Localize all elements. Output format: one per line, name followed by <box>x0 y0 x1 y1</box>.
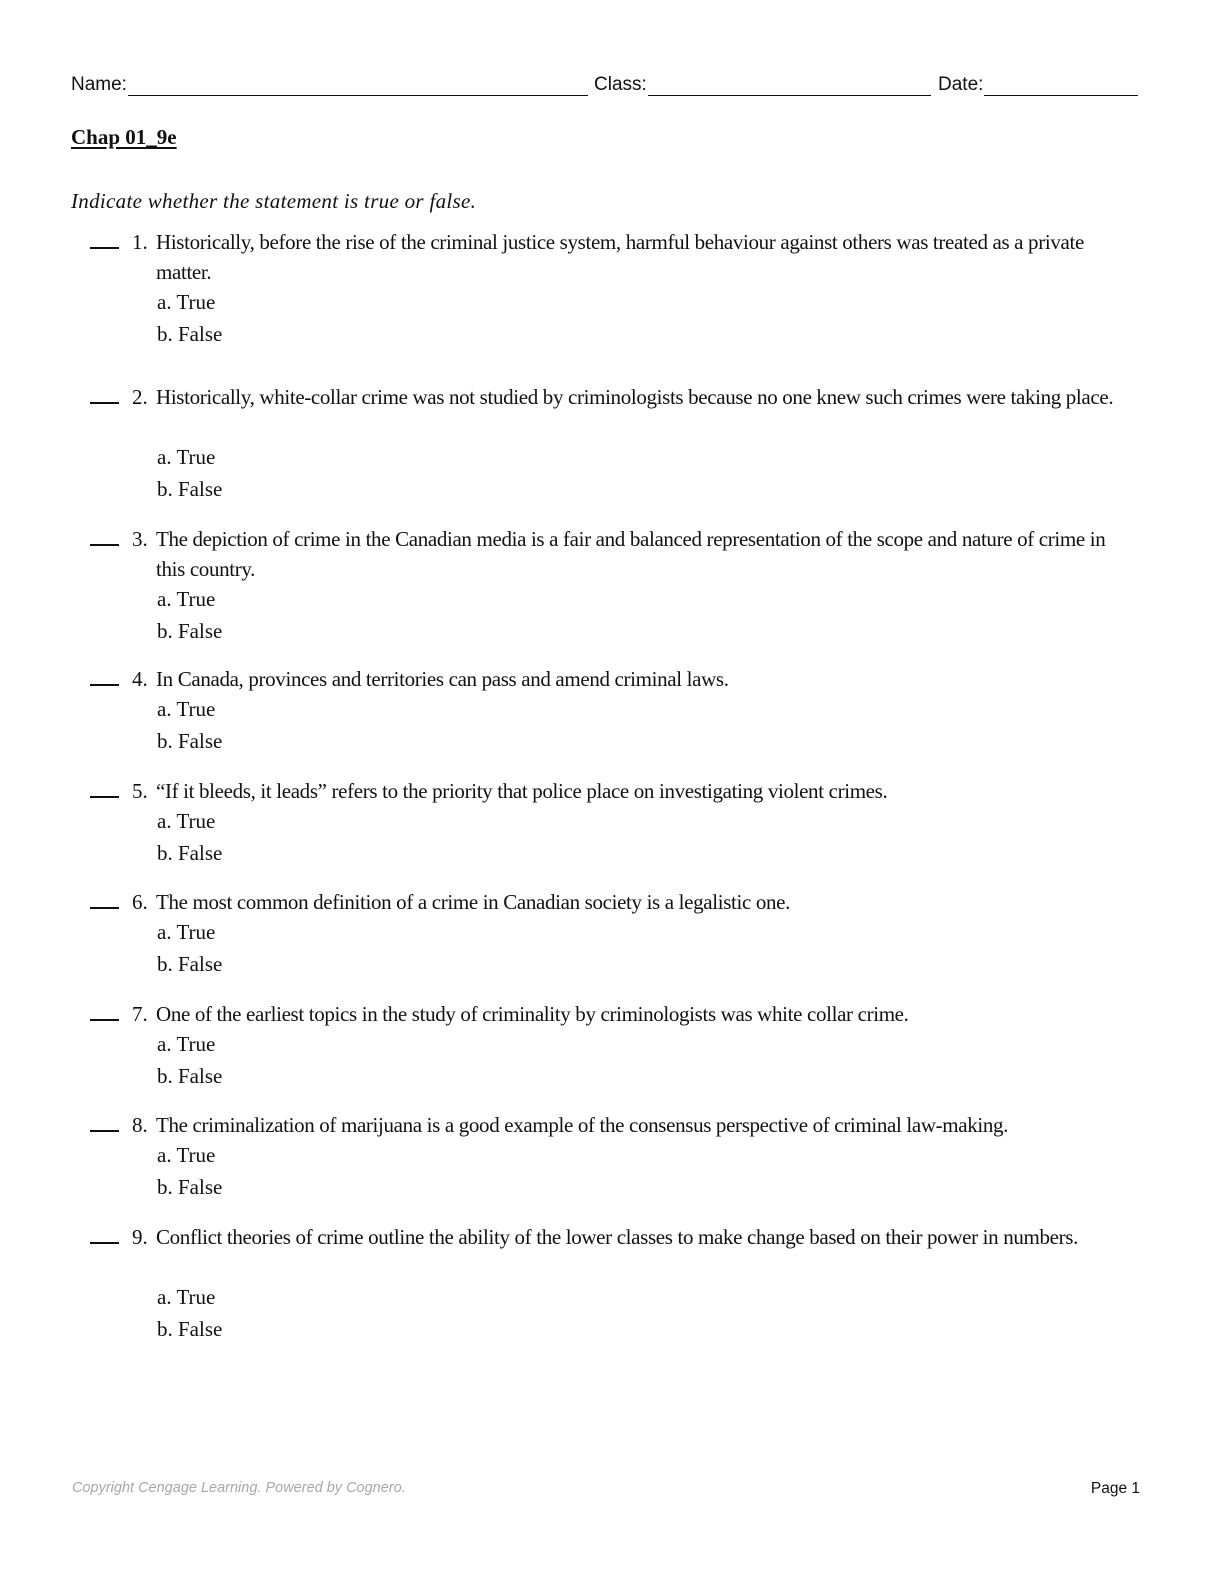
question-number: 3. <box>132 527 148 551</box>
class-input-line[interactable] <box>648 75 931 96</box>
name-label: Name: <box>71 74 127 95</box>
option-true: a. True <box>157 809 216 833</box>
answer-blank[interactable] <box>90 796 119 798</box>
option-false: b. False <box>157 322 223 346</box>
question-text: “If it bleeds, it leads” refers to the priority that police place on investigating violent crimes. <box>156 779 888 803</box>
question-text: The depiction of crime in the Canadian media is a fair and balanced representation of the scope and nature of crime in this country. <box>156 527 1106 581</box>
question-number: 5. <box>132 779 148 803</box>
option-false: b. False <box>157 841 223 865</box>
question-number: 8. <box>132 1113 148 1137</box>
option-true: a. True <box>157 1143 216 1167</box>
question-text: The criminalization of marijuana is a good example of the consensus perspective of criminal law-making. <box>156 1113 1009 1137</box>
answer-blank[interactable] <box>90 684 119 686</box>
question-number: 6. <box>132 890 148 914</box>
option-false: b. False <box>157 1064 223 1088</box>
answer-blank[interactable] <box>90 247 119 249</box>
question-number: 1. <box>132 230 148 254</box>
option-false: b. False <box>157 952 223 976</box>
header-fields <box>71 72 1141 98</box>
option-true: a. True <box>157 1285 216 1309</box>
option-true: a. True <box>157 445 216 469</box>
question-number: 9. <box>132 1225 148 1249</box>
answer-blank[interactable] <box>90 1019 119 1021</box>
question-number: 2. <box>132 385 148 409</box>
name-field[interactable] <box>71 72 588 96</box>
option-false: b. False <box>157 1317 223 1341</box>
page-number: Page 1 <box>1090 1480 1140 1497</box>
question-number: 7. <box>132 1002 148 1026</box>
question-text: Historically, white-collar crime was not studied by criminologists because no one knew such crimes were taking place. <box>156 385 1114 409</box>
option-false: b. False <box>157 619 223 643</box>
name-input-line[interactable] <box>128 75 588 96</box>
question-text: In Canada, provinces and territories can pass and amend criminal laws. <box>156 667 729 691</box>
date-input-line[interactable] <box>984 75 1138 96</box>
option-false: b. False <box>157 477 223 501</box>
option-true: a. True <box>157 920 216 944</box>
answer-blank[interactable] <box>90 1130 119 1132</box>
answer-blank[interactable] <box>90 907 119 909</box>
answer-blank[interactable] <box>90 544 119 546</box>
question-number: 4. <box>132 667 148 691</box>
question-text: One of the earliest topics in the study of criminality by criminologists was white collar crime. <box>156 1002 909 1026</box>
option-true: a. True <box>157 587 216 611</box>
class-field[interactable] <box>594 72 931 96</box>
answer-blank[interactable] <box>90 402 119 404</box>
question-text: Historically, before the rise of the criminal justice system, harmful behaviour against others was treated as a private matter. <box>156 230 1084 284</box>
answer-blank[interactable] <box>90 1242 119 1244</box>
question-text: The most common definition of a crime in Canadian society is a legalistic one. <box>156 890 791 914</box>
option-true: a. True <box>157 290 216 314</box>
question-text: Conflict theories of crime outline the ability of the lower classes to make change based on their power in numbers. <box>156 1225 1078 1249</box>
date-field[interactable] <box>938 72 1138 96</box>
option-true: a. True <box>157 1032 216 1056</box>
option-false: b. False <box>157 1175 223 1199</box>
option-false: b. False <box>157 729 223 753</box>
instructions: Indicate whether the statement is true or false. <box>71 189 477 213</box>
copyright-notice: Copyright Cengage Learning. Powered by Cognero. <box>72 1480 406 1496</box>
option-true: a. True <box>157 697 216 721</box>
class-label: Class: <box>594 74 647 95</box>
date-label: Date: <box>938 74 984 95</box>
page-title: Chap 01_9e <box>71 125 177 149</box>
